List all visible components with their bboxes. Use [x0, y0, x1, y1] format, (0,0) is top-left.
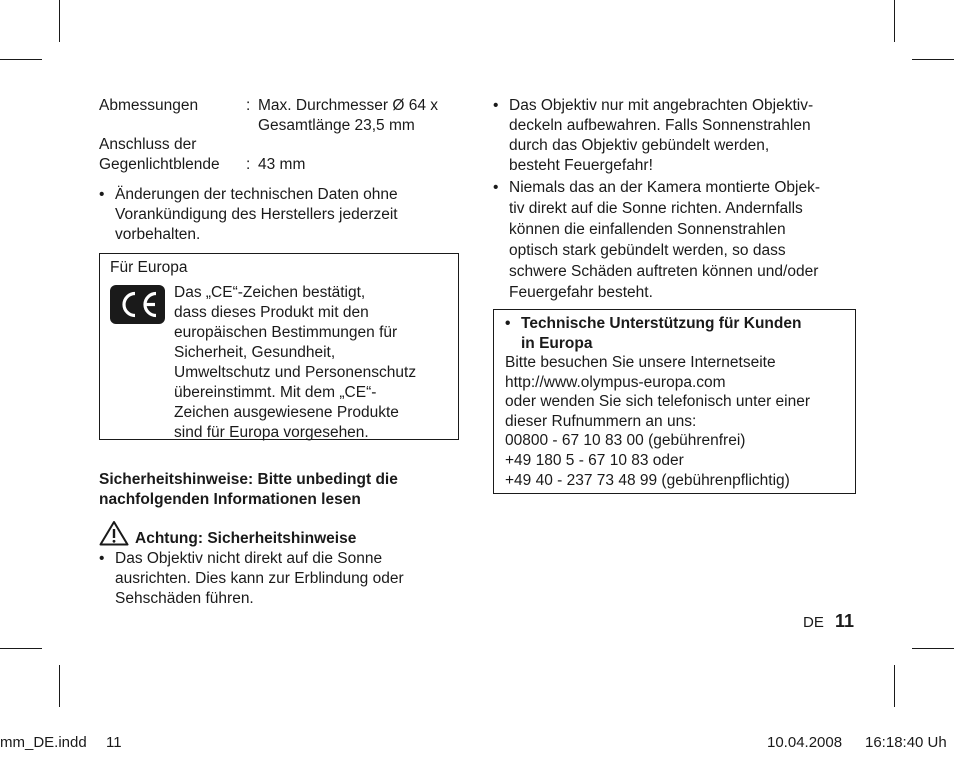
- ce-box-text: Das „CE“-Zeichen bestätigt, dass dieses Produkt mit den europäischen Bestimmungen für Sicherheit, Gesundheit, Umweltschutz und Personenschutz übereinstimmt. Mit dem „CE“- Zeichen ausgewiesene Produkte sind für Europa vorgesehen.: [174, 284, 417, 441]
- ce-logo-icon: [110, 285, 165, 324]
- bullet-dot: •: [99, 550, 105, 567]
- ce-box-heading: Für Europa: [110, 259, 188, 276]
- phone-number: +49 40 - 237 73 48 99 (gebührenpflichtig): [505, 471, 790, 489]
- spec-label-dimensions: Abmessungen: [99, 97, 199, 114]
- crop-mark-bottom-right-v: [894, 665, 895, 707]
- list-item: [99, 549, 459, 609]
- crop-mark-top-right-v: [894, 0, 895, 42]
- list-item-text: Niemals das an der Kamera montierte Objek- tiv direkt auf die Sonne richten. Andernfalls können die einfallenden Sonnenstrahlen optisch stark gebündelt werden, so dass schwere Schäden auftreten können und/oder Feuergefahr besteht.: [509, 179, 820, 301]
- slug-time: 16:18:40 Uh: [865, 734, 947, 751]
- phone-number: +49 180 5 - 67 10 83 oder: [505, 451, 684, 469]
- support-box-text: Bitte besuchen Sie unsere Internetseite http://www.olympus-europa.com oder wenden Sie sich telefonisch unter einer dieser Rufnummern an uns: 00800 - 67 10 83 00 (gebührenfrei) +49 180 5 - 67 10 83 oder +49 40 - 237 73 48 99 (gebührenpflichtig): [505, 353, 850, 490]
- phone-number: 00800 - 67 10 83 00 (gebührenfrei): [505, 432, 746, 450]
- spec-label-line: Anschluss der: [99, 136, 197, 153]
- spec-label-hood-mount: [99, 135, 239, 175]
- list-item: [493, 177, 853, 303]
- spec-colon: :: [246, 97, 251, 114]
- spec-colon: :: [246, 156, 251, 173]
- ce-notice-box: [99, 253, 459, 440]
- language-code: DE: [803, 614, 824, 631]
- spec-value-dimensions: [258, 96, 463, 136]
- slug-file-name: mm_DE.indd: [0, 734, 87, 751]
- spec-value-hood-mount: 43 mm: [258, 156, 306, 173]
- list-item-text: Das Objektiv nicht direkt auf die Sonne ausrichten. Dies kann zur Erblindung oder Sehschäden führen.: [115, 550, 404, 607]
- list-item-text: Änderungen der technischen Daten ohne Vorankündigung des Herstellers jederzeit vorbehalten.: [115, 186, 398, 243]
- slug-page: 11: [106, 734, 122, 751]
- spec-value-line: Gesamtlänge 23,5 mm: [258, 117, 415, 134]
- website-url: http://www.olympus-europa.com: [505, 373, 726, 391]
- crop-mark-top-right-h: [912, 59, 954, 60]
- bullet-dot: •: [493, 97, 499, 114]
- list-item-text: Das Objektiv nur mit angebrachten Objektiv- deckeln aufbewahren. Falls Sonnenstrahlen durch das Objektiv gebündelt werden, besteht Feuergefahr!: [509, 97, 814, 174]
- spec-value-line: Max. Durchmesser Ø 64 x: [258, 97, 439, 114]
- crop-mark-bottom-left-v: [59, 665, 60, 707]
- list-item: [493, 96, 853, 176]
- support-box-title: • Technische Unterstützung für Kunden in Europa: [505, 315, 802, 352]
- warning-title: Achtung: Sicherheitshinweise: [135, 530, 357, 547]
- crop-mark-top-left-v: [59, 0, 60, 42]
- crop-mark-bottom-right-h: [912, 648, 954, 649]
- spec-label-line: Gegenlichtblende: [99, 156, 220, 173]
- bullet-dot: •: [493, 179, 499, 196]
- warning-triangle-icon: [99, 520, 129, 546]
- page-number: 11: [835, 611, 855, 631]
- bullet-dot: •: [505, 315, 511, 332]
- bullet-dot: •: [99, 186, 105, 203]
- safety-heading: Sicherheitshinweise: Bitte unbedingt die nachfolgenden Informationen lesen: [99, 471, 398, 508]
- support-info-box: [493, 309, 856, 494]
- crop-mark-top-left-h: [0, 59, 42, 60]
- list-item: [99, 185, 459, 245]
- crop-mark-bottom-left-h: [0, 648, 42, 649]
- slug-date: 10.04.2008: [767, 734, 843, 751]
